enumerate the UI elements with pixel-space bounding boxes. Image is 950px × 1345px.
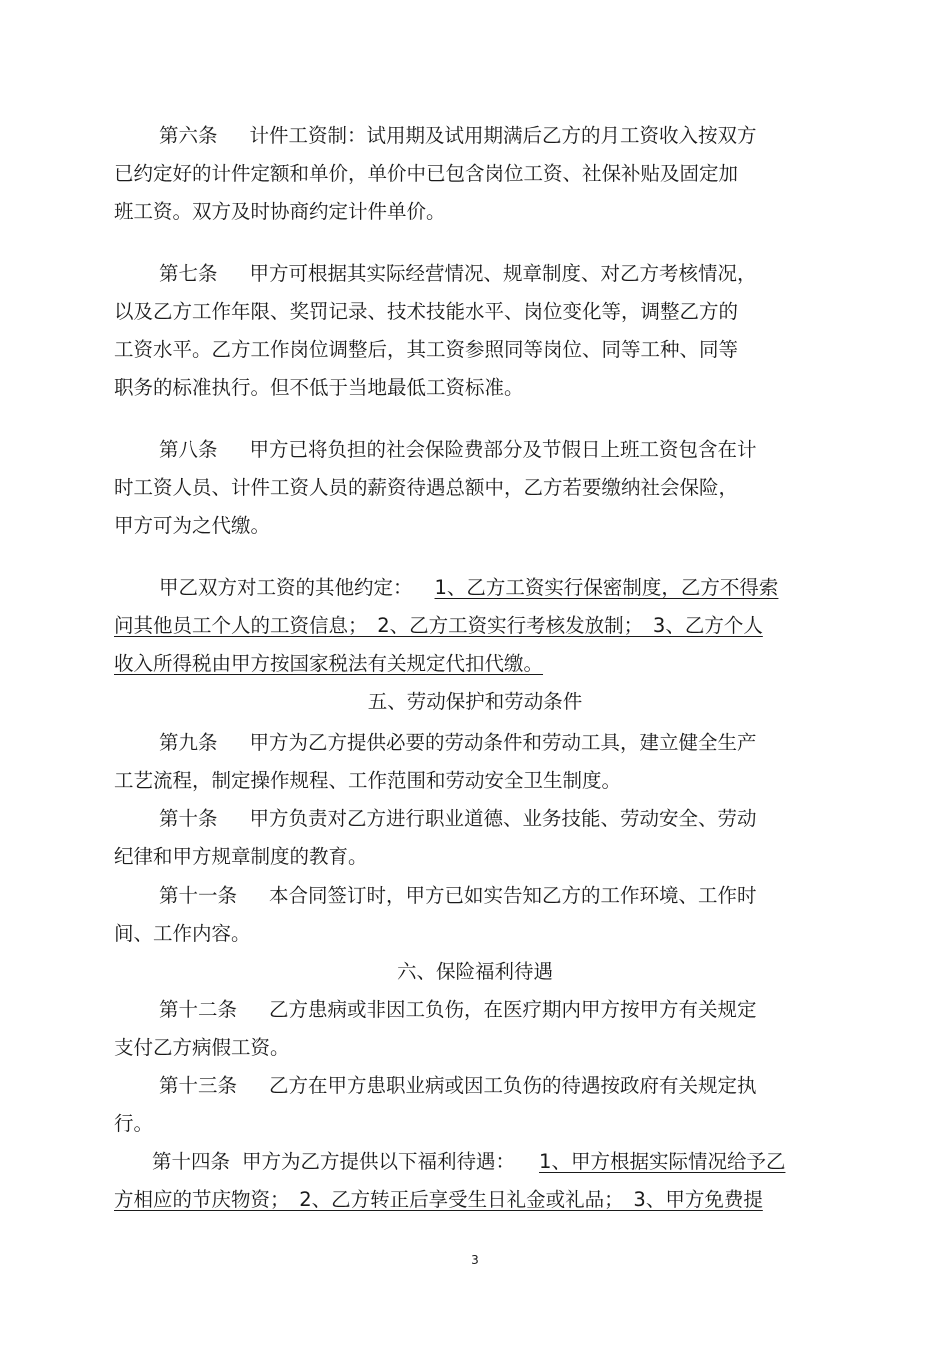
article-text: 计件工资制：试用期及试用期满后乙方的月工资收入按双方: [249, 124, 757, 147]
article-text: 甲方为乙方提供必要的劳动条件和劳动工具，建立健全生产: [249, 731, 757, 754]
article-9-line-1: [159, 731, 757, 755]
article-12-line-2: 支付乙方病假工资。: [114, 1036, 290, 1059]
article-text: 乙方在甲方患职业病或因工负伤的待遇按政府有关规定执: [269, 1074, 757, 1097]
article-text: 乙方患病或非因工负伤，在医疗期内甲方按甲方有关规定: [269, 998, 757, 1021]
article-label: 第十四条: [152, 1150, 231, 1173]
article-8-line-3: 甲方可为之代缴。: [114, 514, 271, 537]
article-6-line-3: 班工资。双方及时协商约定计件单价。: [114, 200, 446, 223]
article-text: 甲方负责对乙方进行职业道德、业务技能、劳动安全、劳动: [249, 807, 757, 830]
article-14-line-2: 方相应的节庆物资； 2、乙方转正后享受生日礼金或礼品； 3、甲方免费提: [114, 1188, 763, 1211]
article-7-line-3: 工资水平。乙方工作岗位调整后，其工资参照同等岗位、同等工种、同等: [114, 338, 739, 361]
article-13-line-1: [159, 1074, 757, 1098]
article-12-line-1: [159, 998, 757, 1022]
article-label: 第十条: [159, 807, 218, 830]
article-8-line-1: [159, 438, 757, 462]
article-label: 第八条: [159, 438, 218, 461]
article-label: 第十一条: [159, 884, 238, 907]
article-6-line-1: [159, 124, 757, 148]
article-label: 第七条: [159, 262, 218, 285]
other-wage-line-1: [159, 576, 778, 600]
article-11-line-2: 间、工作内容。: [114, 922, 251, 945]
article-label: 第十三条: [159, 1074, 238, 1097]
article-11-line-1: [159, 884, 757, 908]
article-label: 第九条: [159, 731, 218, 754]
other-wage-line-3: 收入所得税由甲方按国家税法有关规定代扣代缴。: [114, 652, 544, 675]
other-wage-line-2: 问其他员工个人的工资信息； 2、乙方工资实行考核发放制； 3、乙方个人: [114, 614, 763, 637]
article-10-line-1: [159, 807, 757, 831]
article-text: 本合同签订时，甲方已如实告知乙方的工作环境、工作时: [269, 884, 757, 907]
article-7-line-4: 职务的标准执行。但不低于当地最低工资标准。: [114, 376, 524, 399]
article-6-line-2: 已约定好的计件定额和单价，单价中已包含岗位工资、社保补贴及固定加: [114, 162, 739, 185]
other-wage-filled-1: 1、乙方工资实行保密制度，乙方不得索: [434, 576, 779, 599]
other-wage-lead: 甲乙双方对工资的其他约定：: [159, 576, 413, 599]
article-10-line-2: 纪律和甲方规章制度的教育。: [114, 845, 368, 868]
page-number: 3: [471, 1253, 479, 1267]
article-text: 甲方可根据其实际经营情况、规章制度、对乙方考核情况，: [249, 262, 757, 285]
article-text: 甲方已将负担的社会保险费部分及节假日上班工资包含在计: [249, 438, 757, 461]
section-6-title: 六、保险福利待遇: [396, 960, 553, 983]
article-7-line-1: [159, 262, 757, 286]
article-9-line-2: 工艺流程，制定操作规程、工作范围和劳动安全卫生制度。: [114, 769, 622, 792]
article-14-lead: 甲方为乙方提供以下福利待遇：: [242, 1150, 516, 1173]
article-label: 第十二条: [159, 998, 238, 1021]
article-14-filled-1: 1、甲方根据实际情况给予乙: [539, 1150, 786, 1173]
article-label: 第六条: [159, 124, 218, 147]
section-5-title: 五、劳动保护和劳动条件: [367, 690, 583, 713]
article-14-line-1: [152, 1150, 785, 1174]
article-8-line-2: 时工资人员、计件工资人员的薪资待遇总额中，乙方若要缴纳社会保险，: [114, 476, 739, 499]
article-7-line-2: 以及乙方工作年限、奖罚记录、技术技能水平、岗位变化等，调整乙方的: [114, 300, 739, 323]
article-13-line-2: 行。: [114, 1112, 154, 1135]
